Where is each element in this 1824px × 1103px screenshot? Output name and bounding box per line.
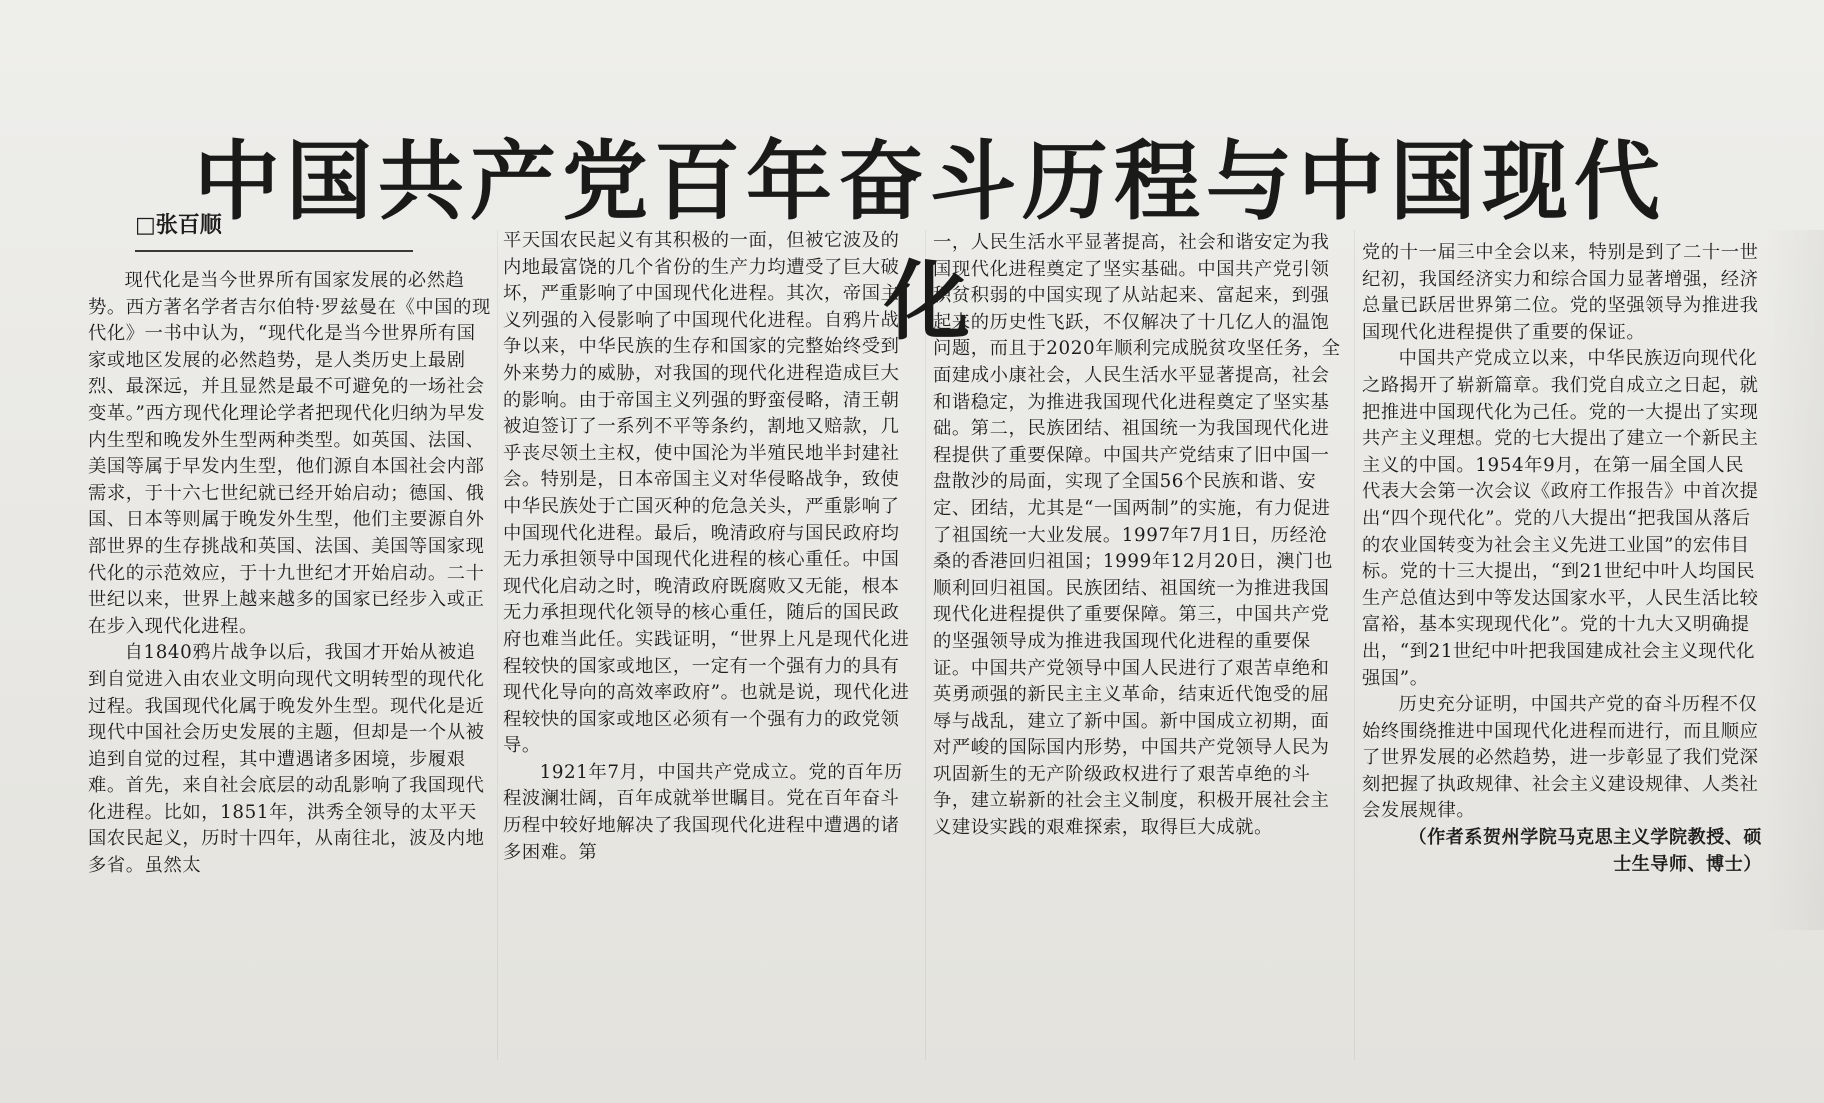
paragraph-continued: 党的十一届三中全会以来，特别是到了二十一世纪初，我国经济实力和综合国力显著增强，经济总量已跃居世界第二位。党的坚强领导为推进我国现代化进程提供了重要的保证。 bbox=[1362, 242, 1759, 343]
paragraph: 历史充分证明，中国共产党的奋斗历程不仅始终围绕推进中国现代化进程而进行，而且顺应了世界发展的必然趋势，进一步彰显了我们党深刻把握了执政规律、社会主义建设规律、人类社会发展规律。 bbox=[1362, 694, 1759, 822]
column-gutter bbox=[497, 230, 498, 1060]
column-gutter bbox=[925, 230, 926, 1060]
paragraph: 自1840鸦片战争以后，我国才开始从被追到自觉进入由农业文明向现代文明转型的现代化过程。我国现代化属于晚发外生型。现代化是近现代中国社会历史发展的主题，但却是一个从被追到自觉的过程，其中遭遇诸多困境，步履艰难。首先，来自社会底层的动乱影响了我国现代化进程。比如，1851年，洪秀全领导的太平天国农民起义，历时十四年，从南往北，波及内地多省。虽然太 bbox=[88, 642, 485, 877]
article-column-1 bbox=[88, 268, 491, 880]
paragraph-continued: 平天国农民起义有其积极的一面，但被它波及的内地最富饶的几个省份的生产力均遭受了巨大破坏，严重影响了中国现代化进程。其次，帝国主义列强的入侵影响了中国现代化进程。自鸦片战争以来，中华民族的生存和国家的完整始终受到外来势力的威胁，对我国的现代化进程造成巨大的影响。由于帝国主义列强的野蛮侵略，清王朝被迫签订了一系列不平等条约，割地又赔款，几乎丧尽领土主权，使中国沦为半殖民地半封建社会。特别是，日本帝国主义对华侵略战争，致使中华民族处于亡国灭种的危急关头，严重影响了中国现代化进程。最后，晚清政府与国民政府均无力承担领导中国现代化进程的核心重任。中国现代化启动之时，晚清政府既腐败又无能，根本无力承担现代化领导的核心重任，随后的国民政府也难当此任。实践证明，“世界上凡是现代化进程较快的国家或地区，一定有一个强有力的具有现代化导向的高效率政府”。也就是说，现代化进程较快的国家或地区必须有一个强有力的政党领导。 bbox=[503, 230, 910, 757]
paragraph: 现代化是当今世界所有国家发展的必然趋势。西方著名学者吉尔伯特·罗兹曼在《中国的现代化》一书中认为，“现代化是当今世界所有国家或地区发展的必然趋势，是人类历史上最剧烈、最深远，并且显然是最不可避免的一场社会变革。”西方现代化理论学者把现代化归纳为早发内生型和晚发外生型两种类型。如英国、法国、美国等属于早发内生型，他们源自本国社会内部需求，于十六七世纪就已经开始启动；德国、俄国、日本等则属于晚发外生型，他们主要源自外部世界的生存挑战和英国、法国、美国等国家现代化的示范效应，于十九世纪才开始启动。二十世纪以来，世界上越来越多的国家已经步入或正在步入现代化进程。 bbox=[88, 270, 491, 637]
byline-rule bbox=[135, 250, 413, 252]
article-column-2 bbox=[503, 228, 915, 866]
author-byline: □张百顺 bbox=[135, 213, 222, 238]
paragraph: 1921年7月，中国共产党成立。党的百年历程波澜壮阔，百年成就举世瞩目。党在百年奋斗历程中较好地解决了我国现代化进程中遭遇的诸多困难。第 bbox=[503, 761, 903, 863]
page-edge-shadow bbox=[1764, 230, 1824, 930]
article-column-4 bbox=[1362, 240, 1762, 878]
headline: 中国共产党百年奋斗历程与中国现代化 bbox=[194, 131, 1666, 352]
paragraph-continued: 一，人民生活水平显著提高，社会和谐安定为我国现代化进程奠定了坚实基础。中国共产党引领积贫积弱的中国实现了从站起来、富起来，到强起来的历史性飞跃，不仅解决了十几亿人的温饱问题，而且于2020年顺利完成脱贫攻坚任务，全面建成小康社会，人民生活水平显著提高，社会和谐稳定，为推进我国现代化进程奠定了坚实基础。第二，民族团结、祖国统一为我国现代化进程提供了重要保障。中国共产党结束了旧中国一盘散沙的局面，实现了全国56个民族和谐、安定、团结，尤其是“一国两制”的实施，有力促进了祖国统一大业发展。1997年7月1日，历经沧桑的香港回归祖国；1999年12月20日，澳门也顺利回归祖国。民族团结、祖国统一为推进我国现代化进程提供了重要保障。第三，中国共产党的坚强领导成为推进我国现代化进程的重要保证。中国共产党领导中国人民进行了艰苦卓绝和英勇顽强的新民主主义革命，结束近代饱受的屈辱与战乱，建立了新中国。新中国成立初期，面对严峻的国际国内形势，中国共产党领导人民为巩固新生的无产阶级政权进行了艰苦卓绝的斗争，建立崭新的社会主义制度，积极开展社会主义建设实践的艰难探索，取得巨大成就。 bbox=[933, 232, 1341, 839]
author-note: （作者系贺州学院马克思主义学院教授、硕士生导师、博士） bbox=[1408, 827, 1762, 875]
column-gutter bbox=[1354, 230, 1355, 1060]
article-column-3 bbox=[933, 230, 1343, 842]
paragraph: 中国共产党成立以来，中华民族迈向现代化之路揭开了崭新篇章。我们党自成立之日起，就把推进中国现代化为己任。党的一大提出了实现共产主义理想。党的七大提出了建立一个新民主主义的中国。1954年9月，在第一届全国人民代表大会第一次会议《政府工作报告》中首次提出“四个现代化”。党的八大提出“把我国从落后的农业国转变为社会主义先进工业国”的宏伟目标。党的十三大提出，“到21世纪中叶人均国民生产总值达到中等发达国家水平，人民生活比较富裕，基本实现现代化”。党的十九大又明确提出，“到21世纪中叶把我国建成社会主义现代化强国”。 bbox=[1362, 348, 1759, 689]
